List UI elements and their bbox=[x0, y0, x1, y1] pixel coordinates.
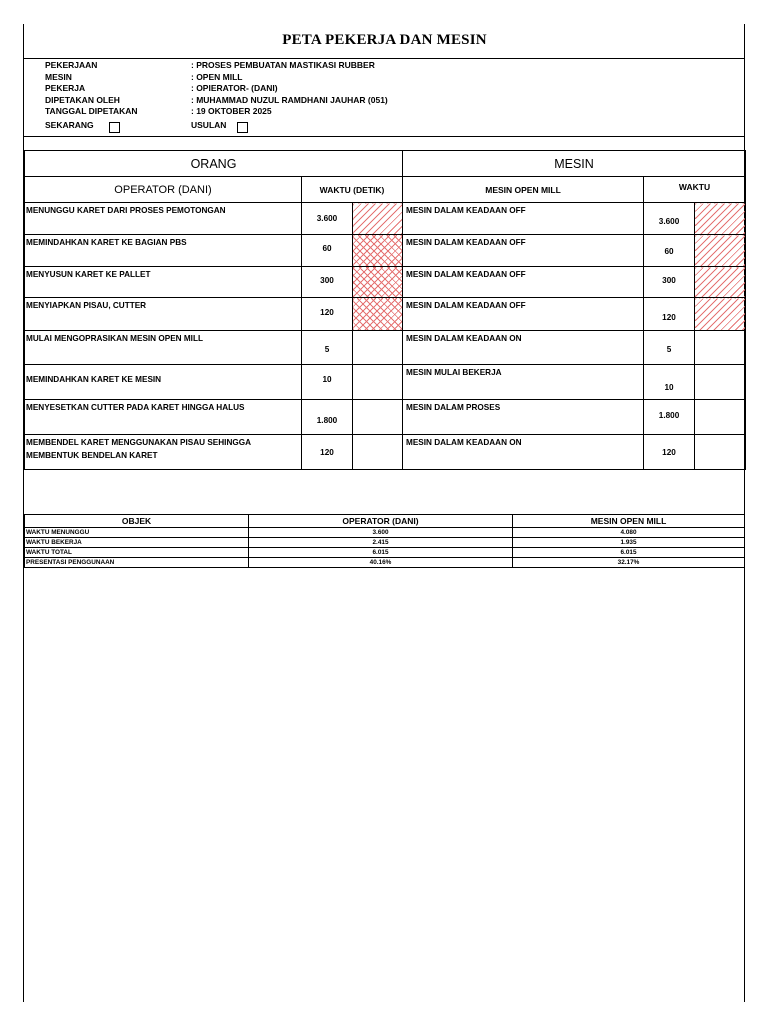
machine-activity: MESIN DALAM KEADAAN OFF bbox=[403, 267, 644, 298]
machine-time: 3.600 bbox=[644, 203, 695, 235]
info-label: PEKERJA bbox=[45, 83, 86, 94]
table-row bbox=[25, 365, 746, 400]
mesin-open-mill-header: MESIN OPEN MILL bbox=[403, 177, 644, 203]
summary-machine-value: 32.17% bbox=[513, 558, 745, 568]
table-row bbox=[25, 331, 746, 365]
summary-row bbox=[25, 528, 745, 538]
summary-machine-value: 6.015 bbox=[513, 548, 745, 558]
operator-activity: MENYIAPKAN PISAU, CUTTER bbox=[25, 298, 302, 331]
summary-row bbox=[25, 538, 745, 548]
machine-activity: MESIN DALAM KEADAAN OFF bbox=[403, 203, 644, 235]
operator-time: 300 bbox=[302, 267, 353, 298]
operator-activity: MEMINDAHKAN KARET KE MESIN bbox=[25, 365, 302, 400]
machine-work-symbol bbox=[695, 331, 746, 365]
operator-activity: MEMINDAHKAN KARET KE BAGIAN PBS bbox=[25, 235, 302, 267]
page-title: PETA PEKERJA DAN MESIN bbox=[282, 32, 487, 48]
summary-machine-value: 1.935 bbox=[513, 538, 745, 548]
summary-label: WAKTU MENUNGGU bbox=[25, 528, 249, 538]
operator-idle-symbol bbox=[353, 203, 403, 235]
table-row bbox=[25, 235, 746, 267]
machine-time: 5 bbox=[644, 331, 695, 365]
operator-time: 3.600 bbox=[302, 203, 353, 235]
info-label: DIPETAKAN OLEH bbox=[45, 94, 120, 105]
machine-time: 120 bbox=[644, 298, 695, 331]
machine-idle-symbol bbox=[695, 235, 746, 267]
machine-activity: MESIN MULAI BEKERJA bbox=[403, 365, 644, 400]
operator-time: 10 bbox=[302, 365, 353, 400]
summary-row bbox=[25, 548, 745, 558]
summary-operator-value: 2.415 bbox=[249, 538, 513, 548]
machine-work-symbol bbox=[695, 400, 746, 435]
operator-header: OPERATOR (DANI) bbox=[25, 177, 302, 203]
info-value: : 19 OKTOBER 2025 bbox=[191, 106, 272, 117]
operator-paired-symbol bbox=[353, 235, 403, 267]
summary-label: WAKTU TOTAL bbox=[25, 548, 249, 558]
summary-label: WAKTU BEKERJA bbox=[25, 538, 249, 548]
table-row bbox=[25, 298, 746, 331]
operator-paired-symbol bbox=[353, 298, 403, 331]
table-row bbox=[25, 203, 746, 235]
operator-work-symbol bbox=[353, 435, 403, 470]
info-value: : MUHAMMAD NUZUL RAMDHANI JAUHAR (051) bbox=[191, 94, 388, 105]
usulan-checkbox[interactable] bbox=[237, 122, 248, 133]
table-row bbox=[25, 267, 746, 298]
machine-idle-symbol bbox=[695, 298, 746, 331]
machine-work-symbol bbox=[695, 435, 746, 470]
operator-time: 1.800 bbox=[302, 400, 353, 435]
operator-time: 120 bbox=[302, 298, 353, 331]
operator-work-symbol bbox=[353, 400, 403, 435]
operator-paired-symbol bbox=[353, 267, 403, 298]
info-value: : OPEN MILL bbox=[191, 71, 243, 82]
summary-label: PRESENTASI PENGGUNAAN bbox=[25, 558, 249, 568]
usulan-label: USULAN bbox=[191, 120, 227, 130]
operator-time: 60 bbox=[302, 235, 353, 267]
summary-table bbox=[24, 514, 745, 568]
table-column-header bbox=[25, 177, 746, 203]
machine-work-symbol bbox=[695, 365, 746, 400]
machine-idle-symbol bbox=[695, 267, 746, 298]
summary-header-objek: OBJEK bbox=[25, 515, 249, 528]
info-value: : OPIERATOR- (DANI) bbox=[191, 83, 278, 94]
info-label: PEKERJAAN bbox=[45, 60, 98, 70]
info-label: TANGGAL DIPETAKAN bbox=[45, 106, 138, 117]
summary-header-operator: OPERATOR (DANI) bbox=[249, 515, 513, 528]
operator-activity: MEMBENDEL KARET MENGGUNAKAN PISAU SEHINGGA MEMBENTUK BENDELAN KARET bbox=[25, 435, 302, 470]
summary-row bbox=[25, 558, 745, 568]
mesin-header: MESIN bbox=[403, 151, 746, 177]
machine-activity: MESIN DALAM KEADAAN OFF bbox=[403, 235, 644, 267]
waktu-detik-header: WAKTU (DETIK) bbox=[302, 177, 403, 203]
summary-machine-value: 4.080 bbox=[513, 528, 745, 538]
operator-activity: MENYUSUN KARET KE PALLET bbox=[25, 267, 302, 298]
worker-machine-table bbox=[24, 150, 746, 470]
table-row bbox=[25, 400, 746, 435]
info-value: : PROSES PEMBUATAN MASTIKASI RUBBER bbox=[191, 60, 375, 70]
divider bbox=[24, 136, 745, 137]
table-row bbox=[25, 435, 746, 470]
machine-activity: MESIN DALAM KEADAAN ON bbox=[403, 331, 644, 365]
operator-activity: MENYESETKAN CUTTER PADA KARET HINGGA HALUS bbox=[25, 400, 302, 435]
operator-time: 5 bbox=[302, 331, 353, 365]
operator-work-symbol bbox=[353, 331, 403, 365]
info-label: MESIN bbox=[45, 71, 72, 82]
machine-time: 300 bbox=[644, 267, 695, 298]
summary-operator-value: 6.015 bbox=[249, 548, 513, 558]
sekarang-label: SEKARANG bbox=[45, 120, 94, 130]
machine-activity: MESIN DALAM KEADAAN OFF bbox=[403, 298, 644, 331]
table-section-header bbox=[25, 151, 746, 177]
operator-activity: MULAI MENGOPRASIKAN MESIN OPEN MILL bbox=[25, 331, 302, 365]
sekarang-checkbox[interactable] bbox=[109, 122, 120, 133]
machine-time: 1.800 bbox=[644, 400, 695, 435]
machine-idle-symbol bbox=[695, 203, 746, 235]
waktu-header: WAKTU bbox=[644, 177, 746, 203]
machine-activity: MESIN DALAM KEADAAN ON bbox=[403, 435, 644, 470]
summary-header-mesin: MESIN OPEN MILL bbox=[513, 515, 745, 528]
summary-operator-value: 40.16% bbox=[249, 558, 513, 568]
operator-time: 120 bbox=[302, 435, 353, 470]
machine-time: 60 bbox=[644, 235, 695, 267]
orang-header: ORANG bbox=[25, 151, 403, 177]
summary-header-row bbox=[25, 515, 745, 528]
summary-operator-value: 3.600 bbox=[249, 528, 513, 538]
machine-activity: MESIN DALAM PROSES bbox=[403, 400, 644, 435]
machine-time: 120 bbox=[644, 435, 695, 470]
divider bbox=[24, 58, 745, 59]
operator-activity: MENUNGGU KARET DARI PROSES PEMOTONGAN bbox=[25, 203, 302, 235]
operator-work-symbol bbox=[353, 365, 403, 400]
machine-time: 10 bbox=[644, 365, 695, 400]
